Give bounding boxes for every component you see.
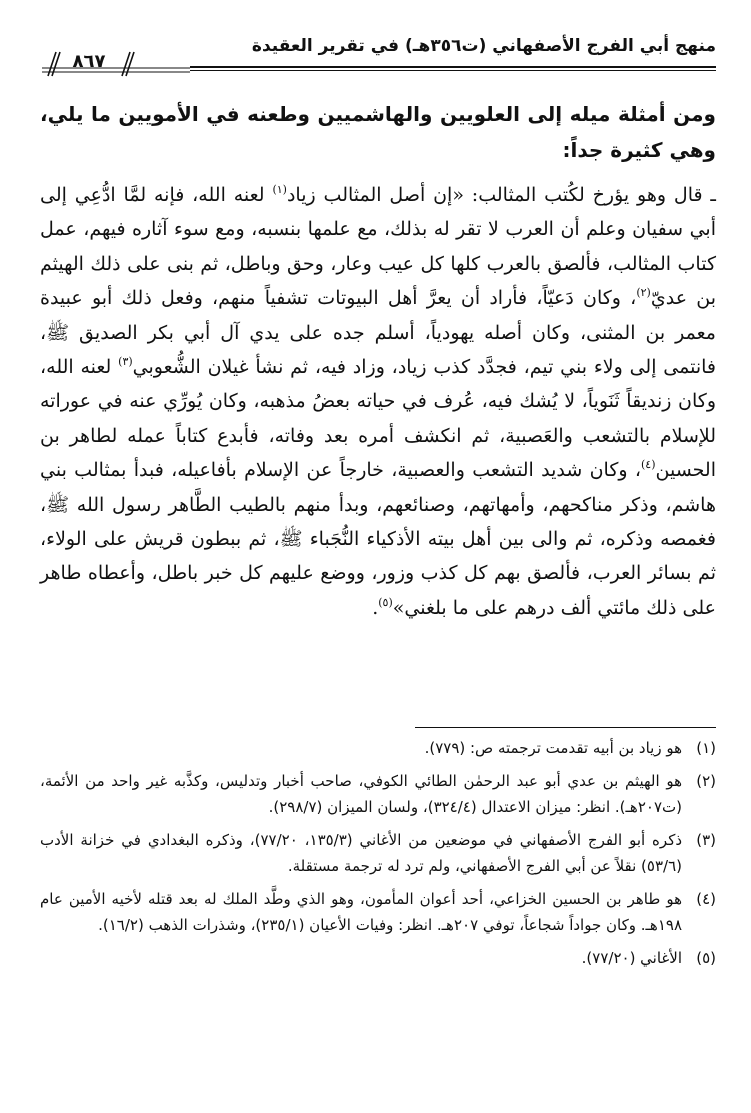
footnote-ref[interactable]: (٥)	[378, 595, 393, 609]
page-number-badge	[40, 48, 190, 78]
footnote-number: (٢)	[696, 771, 716, 790]
body-paragraph	[40, 178, 716, 625]
footnote-text: هو زياد بن أبيه تقدمت ترجمته ص: (٧٧٩).	[424, 739, 682, 757]
footnote-separator	[415, 727, 716, 728]
section-heading: ومن أمثلة ميله إلى العلويين والهاشميين وطعنه في الأمويين ما يلي، وهي كثيرة جداً:	[40, 102, 716, 162]
footnote	[40, 945, 716, 972]
footnote-text: هو طاهر بن الحسين الخزاعي، أحد أعوان المأمون، وهو الذي وطَّد الملك له بعد قتله لأخيه الأمين عام ١٩٨هـ. وكان جواداً شجاعاً، توفي ٢٠٧هـ. انظر: وفيات الأعيان (٢٣٥/١)، وشذرات الذهب (١٦/٢).	[40, 889, 682, 934]
footnote	[40, 827, 716, 880]
footnote-number: (٣)	[696, 830, 716, 849]
paragraph	[40, 178, 716, 625]
text-run: .	[372, 596, 379, 619]
footnote-ref[interactable]: (٤)	[641, 458, 656, 472]
running-title: منهج أبي الفرج الأصفهاني (ت٣٥٦هـ) في تقرير العقيدة	[251, 36, 716, 56]
text-run: لعنه الله، وكان زنديقاً ثَنَوياً، لا يُشك فيه، عُرف في حياته بعضُ مذهبه، وكان يُورِّي عنه في عوراته للإسلام بالتشعب والعَصبية، ثم انكشف أمره بعد وفاته، فأبدع كتاباً عمله لطاهر بن الحسين	[40, 356, 716, 482]
footnote	[40, 735, 716, 762]
text-run: ، وكان دَعيّاً، فأراد أن يعرَّ أهل البيوتات تشفياً منهم، وفعل ذلك أبو عبيدة معمر بن المثنى، وكان أصله يهودياً، أسلم جده على يدي آل أبي بكر الصديق ﷺ، فانتمى إلى ولاء بني تيم، فجدَّد كذب زياد، وزاد فيه، ثم نشأ غيلان الشُّعوبي	[40, 287, 716, 379]
footnote-text: ذكره أبو الفرج الأصفهاني في موضعين من الأغاني (١٣٥/٣، ٧٧/٢٠)، وذكره البغدادي في خزانة الأدب (٥٣/٦) نقلاً عن أبي الفرج الأصفهاني، ولم ترد له ترجمة مستقلة.	[40, 830, 683, 875]
footnote-number: (٤)	[696, 889, 716, 908]
text-run: ـ قال وهو يؤرخ لكُتب المثالب: «إن أصل المثالب زياد	[286, 184, 717, 206]
header-rule	[190, 66, 716, 68]
footnotes	[40, 735, 716, 977]
footnote-ref[interactable]: (٣)	[118, 355, 133, 369]
footnote-number: (١)	[696, 739, 716, 757]
footnote-ref[interactable]: (٢)	[636, 286, 651, 300]
footnote-text: هو الهيثم بن عدي أبو عبد الرحمٰن الطائي الكوفي، صاحب أخبار وتدليس، وكذَّبه غير واحد من الأئمة، (ت٢٠٧هـ). انظر: ميزان الاعتدال (٣٢٤/٤)، ولسان الميزان (٢٩٨/٧).	[40, 771, 682, 816]
footnote	[40, 768, 716, 821]
footnote	[40, 886, 716, 939]
footnote-number: (٥)	[696, 948, 716, 967]
footnote-text: الأغاني (٧٧/٢٠).	[581, 948, 682, 967]
footnote-ref[interactable]: (١)	[272, 183, 287, 196]
text-run: ، وكان شديد التشعب والعصبية، خارجاً عن الإسلام بأفاعيله، فبدأ بمثالب بني هاشم، وذكر مناكحهم، وأمهاتهم، وصنائعهم، وبدأ منهم بالطيب الطَّاهر رسول الله ﷺ، فغمصه وذكره، ثم والى بين أهل بيته الأذكياء النُّجَباء ﷺ، ثم ببطون قريش على الولاء، ثم بسائر العرب، فألصق بهم كل كذب وزور، ووضع عليهم كل خبر باطل، وأعطاه طاهر على ذلك مائتي ألف درهم على ما بلغني»	[40, 459, 716, 619]
header-rule-thin	[190, 70, 716, 71]
page-number: ٨٦٧	[72, 51, 106, 72]
page-header	[40, 34, 716, 78]
text-run: لعنه الله، فإنه لمَّا ادُّعِي إلى أبي سفيان وعلم أن العرب لا تقر له بذلك، مع علمها بنسبه، ومع سوء آثاره فيهم، عمل كتاب المثالب، فألصق بالعرب كلها كل عيب وعار، وحق وباطل، ثم بنى على ذلك الهيثم بن عديّ	[40, 184, 716, 310]
